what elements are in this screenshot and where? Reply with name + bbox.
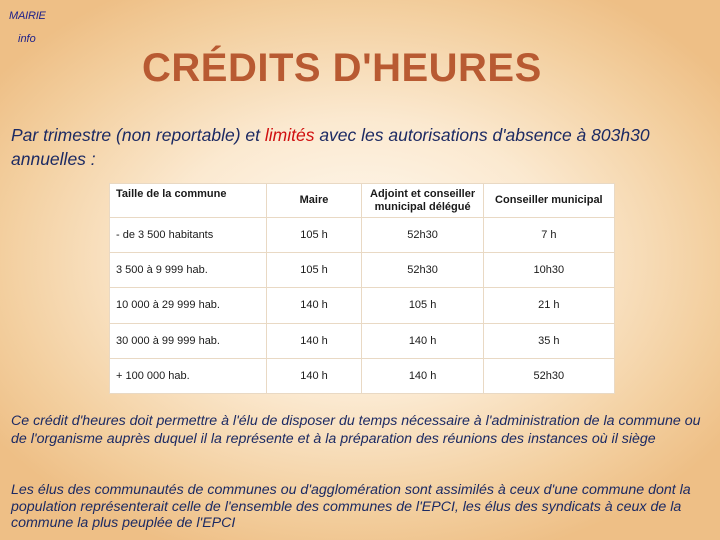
header-councillor: Conseiller municipal xyxy=(483,184,614,218)
table-cell: + 100 000 hab. xyxy=(110,358,267,393)
table-cell: 140 h xyxy=(266,358,362,393)
table-cell: 140 h xyxy=(362,323,483,358)
header-commune-size: Taille de la commune xyxy=(110,184,267,218)
paragraph-purpose: Ce crédit d'heures doit permettre à l'élu de disposer du temps nécessaire à l'administration de la commune ou de l'organisme auprès duquel il la représente et à la préparation des réunions des instances où il siège xyxy=(11,413,701,447)
table-cell: 21 h xyxy=(483,288,614,323)
table-row xyxy=(110,218,615,253)
table-cell: 52h30 xyxy=(362,218,483,253)
header-deputy: Adjoint et conseiller municipal délégué xyxy=(362,184,483,218)
brand-logo-text: MAIRIE xyxy=(9,10,46,22)
intro-part-1: Par trimestre (non reportable) et xyxy=(11,125,265,145)
table-row xyxy=(110,288,615,323)
table-cell: 105 h xyxy=(266,253,362,288)
table-cell: 30 000 à 99 999 hab. xyxy=(110,323,267,358)
table-cell: 10 000 à 29 999 hab. xyxy=(110,288,267,323)
table-cell: 10h30 xyxy=(483,253,614,288)
table-header-row xyxy=(110,184,615,218)
intro-text xyxy=(11,123,716,171)
table-cell: 105 h xyxy=(266,218,362,253)
intro-highlight: limités xyxy=(264,125,315,145)
table-cell: - de 3 500 habitants xyxy=(110,218,267,253)
table-cell: 35 h xyxy=(483,323,614,358)
header-mayor: Maire xyxy=(266,184,362,218)
table-cell: 7 h xyxy=(483,218,614,253)
hours-credit-table xyxy=(109,183,615,394)
paragraph-epci: Les élus des communautés de communes ou d'agglomération sont assimilés à ceux d'une commune dont la population représenterait celle de l'ensemble des communes de l'EPCI, les élus des syndicats à ceux de la commune la plus peuplée de l'EPCI xyxy=(11,482,691,531)
page-title: CRÉDITS D'HEURES xyxy=(142,46,542,90)
table-row xyxy=(110,253,615,288)
brand-subtitle: info xyxy=(18,33,36,45)
table-cell: 105 h xyxy=(362,288,483,323)
table-cell: 140 h xyxy=(362,358,483,393)
table-row xyxy=(110,323,615,358)
table-cell: 52h30 xyxy=(483,358,614,393)
table-cell: 140 h xyxy=(266,288,362,323)
table-cell: 3 500 à 9 999 hab. xyxy=(110,253,267,288)
table-cell: 52h30 xyxy=(362,253,483,288)
table-row xyxy=(110,358,615,393)
table-cell: 140 h xyxy=(266,323,362,358)
intro-part-2: avec les autorisations d'absence à 803h30 annuelles : xyxy=(11,125,650,169)
